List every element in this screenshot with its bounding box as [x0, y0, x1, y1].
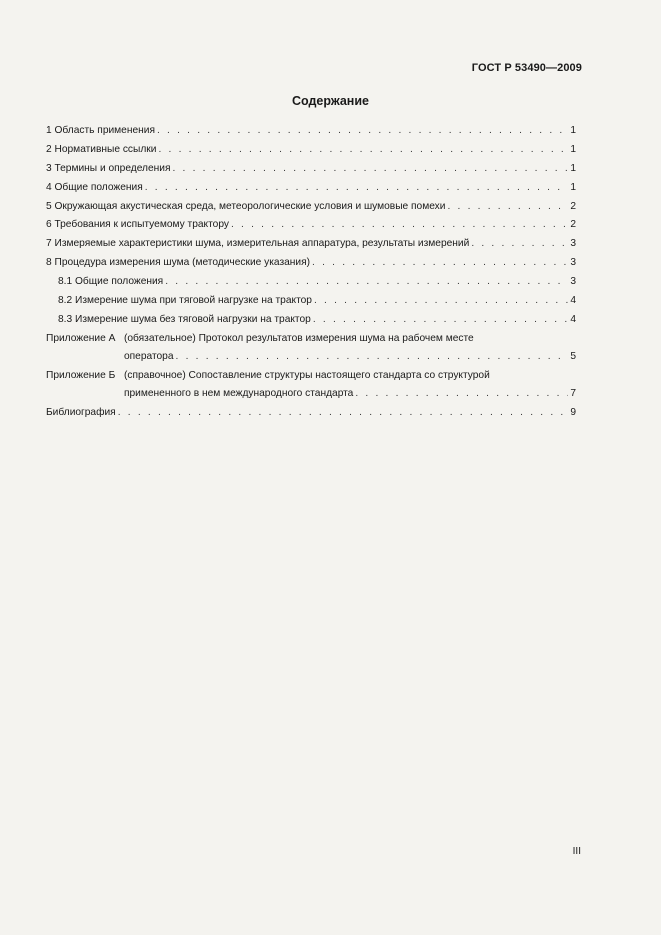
toc-label: 2 Нормативные ссылки	[46, 143, 157, 155]
toc-bibliography[interactable]	[46, 407, 576, 426]
annex-title-line1: (справочное) Сопоставление структуры настоящего стандарта со структурой	[124, 369, 490, 381]
toc-page: 4	[570, 313, 576, 325]
toc-entry-8-1[interactable]	[46, 276, 576, 295]
leader-dots	[471, 238, 568, 249]
toc-label: 3 Термины и определения	[46, 162, 171, 174]
page-number: III	[572, 846, 581, 857]
toc-page: 3	[570, 276, 576, 288]
page-title: Содержание	[291, 94, 369, 108]
toc-page: 1	[570, 181, 576, 193]
leader-dots	[158, 144, 568, 155]
toc-page: 7	[570, 387, 576, 399]
toc-entry-8[interactable]	[46, 257, 576, 276]
annex-prefix: Приложение А	[46, 332, 116, 344]
toc-entry-8-2[interactable]	[46, 295, 576, 314]
toc-entry-6[interactable]	[46, 219, 576, 238]
leader-dots	[118, 407, 569, 418]
toc-annex-b[interactable]	[46, 370, 576, 407]
toc-label: 4 Общие положения	[46, 181, 143, 193]
toc-entry-2[interactable]	[46, 144, 576, 163]
toc-page: 2	[570, 219, 576, 231]
toc-label: 8.3 Измерение шума без тяговой нагрузки на трактор	[58, 313, 311, 325]
toc-label: 8.2 Измерение шума при тяговой нагрузке на трактор	[58, 295, 312, 307]
toc-entry-3[interactable]	[46, 163, 576, 182]
toc-label: 5 Окружающая акустическая среда, метеорологические условия и шумовые помехи	[46, 200, 446, 212]
leader-dots	[157, 125, 568, 136]
toc-page: 9	[570, 406, 576, 418]
toc-label: 8.1 Общие положения	[58, 276, 164, 288]
toc-label: Библиография	[46, 406, 116, 418]
toc-entry-7[interactable]	[46, 238, 576, 257]
toc-label: 8 Процедура измерения шума (методические указания)	[46, 257, 311, 269]
annex-title-line2: примененного в нем международного стандарта	[124, 387, 354, 399]
leader-dots	[355, 388, 568, 399]
leader-dots	[231, 219, 568, 230]
toc-page: 1	[570, 162, 576, 174]
toc-entry-4[interactable]	[46, 182, 576, 201]
leader-dots	[165, 276, 568, 287]
toc-label: 1 Область применения	[46, 125, 155, 136]
toc-entry-8-3[interactable]	[46, 314, 576, 333]
toc-page: 1	[570, 125, 576, 136]
table-of-contents	[46, 125, 576, 425]
toc-label: 7 Измеряемые характеристики шума, измерительная аппаратура, результаты измерений	[46, 238, 470, 250]
leader-dots	[314, 295, 568, 306]
leader-dots	[313, 314, 569, 325]
toc-page: 3	[570, 257, 576, 269]
annex-title-line1: (обязательное) Протокол результатов измерения шума на рабочем месте	[124, 332, 474, 344]
toc-annex-a[interactable]	[46, 333, 576, 370]
leader-dots	[176, 351, 569, 362]
toc-page: 5	[570, 350, 576, 362]
toc-page: 4	[570, 295, 576, 307]
leader-dots	[312, 257, 568, 268]
toc-entry-1[interactable]	[46, 125, 576, 144]
toc-page: 3	[570, 238, 576, 250]
toc-label: 6 Требования к испытуемому трактору	[46, 219, 229, 231]
toc-page: 2	[570, 200, 576, 212]
document-code: ГОСТ Р 53490—2009	[471, 62, 582, 74]
leader-dots	[145, 182, 569, 193]
leader-dots	[447, 201, 568, 212]
toc-entry-5[interactable]	[46, 201, 576, 220]
toc-page: 1	[570, 143, 576, 155]
annex-prefix: Приложение Б	[46, 369, 116, 381]
leader-dots	[172, 163, 568, 174]
annex-title-line2: оператора	[124, 350, 174, 362]
